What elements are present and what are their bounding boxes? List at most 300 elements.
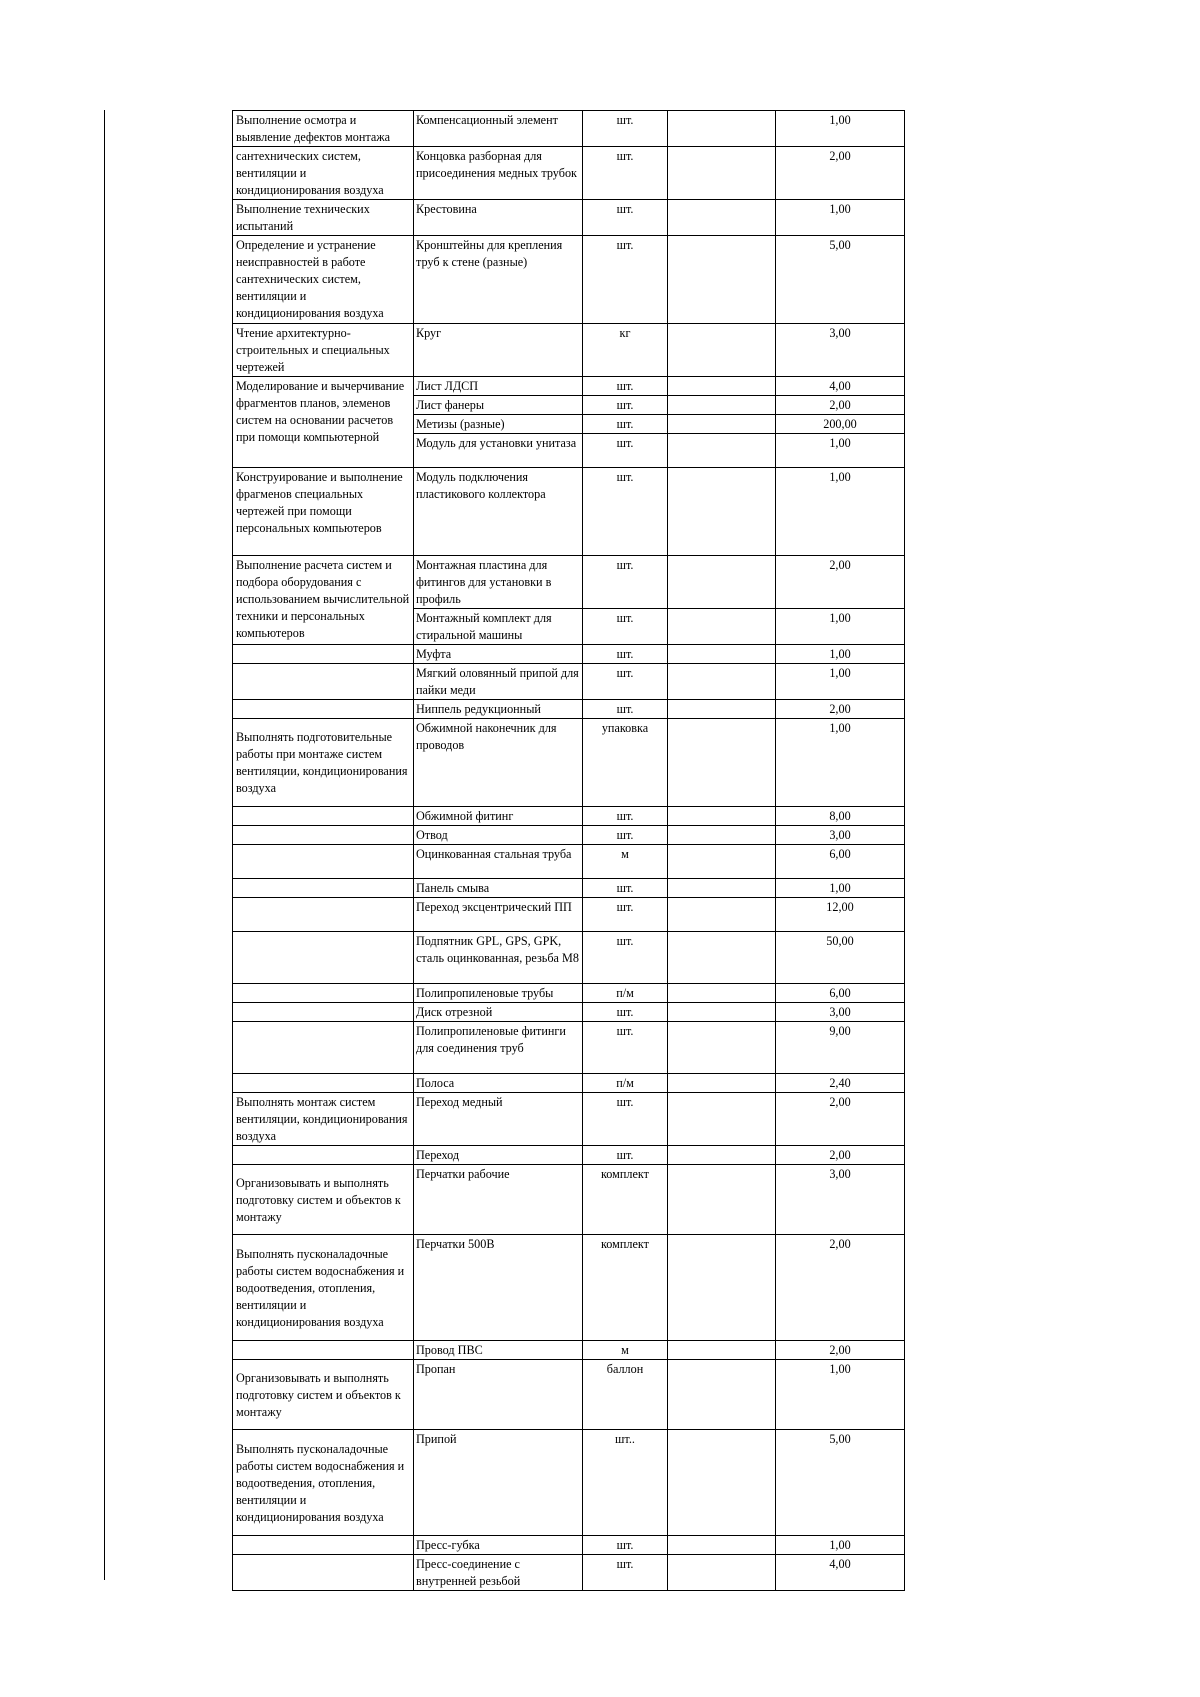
qty-cell [776,1093,905,1146]
empty-cell [668,468,776,556]
unit-cell [583,807,668,826]
unit-text: шт. [616,149,634,163]
empty-cell [668,700,776,719]
qty-cell [776,1003,905,1022]
unit-text: шт. [616,900,634,914]
task-cell [233,556,414,645]
qty-cell [776,1022,905,1074]
task-text: Выполнять монтаж систем вентиляции, кондиционирования воздуха [236,1095,408,1143]
name-text: Концовка разборная для присоединения медных трубок [416,149,577,180]
empty-cell [668,645,776,664]
table-row [233,200,905,236]
unit-cell [583,1430,668,1536]
name-cell [414,556,583,609]
name-text: Лист ЛДСП [416,379,479,393]
empty-cell [668,434,776,468]
unit-cell [583,1536,668,1555]
table-row [233,1430,905,1536]
task-text: Выполнять пусконаладочные работы систем водоснабжения и водоотведения, отопления, вентиляции и кондиционирования воздуха [236,1246,405,1329]
unit-text: шт. [616,238,634,252]
qty-cell [776,200,905,236]
name-cell [414,1430,583,1536]
qty-cell [776,645,905,664]
table-row [233,932,905,984]
name-text: Модуль для установки унитаза [416,436,577,450]
unit-cell [583,826,668,845]
qty-cell [776,111,905,147]
unit-text: шт. [616,647,634,661]
unit-text: шт. [616,666,634,680]
task-cell [233,664,414,700]
unit-text: шт. [616,1557,634,1571]
empty-cell [668,1341,776,1360]
task-text: Организовывать и выполнять подготовку систем и объектов к монтажу [236,1175,401,1224]
name-cell [414,1341,583,1360]
unit-cell [583,200,668,236]
qty-cell [776,1555,905,1591]
name-cell [414,645,583,664]
empty-cell [668,1165,776,1235]
name-text: Подпятник GPL, GPS, GPK, сталь оцинкованная, резьба М8 [416,934,579,965]
name-text: Оцинкованная стальная труба [416,847,572,861]
unit-cell [583,879,668,898]
task-text: Определение и устранение неисправностей в работе сантехнических систем, вентиляции и кондиционирования воздуха [236,238,384,320]
name-cell [414,1093,583,1146]
qty-text: 8,00 [829,809,851,823]
task-cell [233,807,414,826]
qty-cell [776,845,905,879]
task-text: Конструирование и выполнение фрагменов специальных чертежей при помощи персональных компьютеров [236,470,403,535]
unit-text: шт. [616,611,634,625]
table-row [233,1003,905,1022]
empty-cell [668,1022,776,1074]
name-text: Перчатки рабочие [416,1167,510,1181]
name-text: Ниппель редукционный [416,702,541,716]
unit-text: кг [619,326,631,340]
unit-cell [583,1093,668,1146]
name-cell [414,1555,583,1591]
empty-cell [668,719,776,807]
task-cell [233,826,414,845]
empty-cell [668,1555,776,1591]
unit-cell [583,434,668,468]
unit-text: шт. [616,113,634,127]
name-cell [414,434,583,468]
empty-cell [668,1146,776,1165]
empty-cell [668,396,776,415]
qty-text: 12,00 [826,900,854,914]
qty-cell [776,1235,905,1341]
task-cell [233,200,414,236]
name-text: Кронштейны для крепления труб к стене (разные) [416,238,563,269]
name-cell [414,236,583,324]
name-text: Крестовина [416,202,477,216]
unit-cell [583,1341,668,1360]
qty-cell [776,1536,905,1555]
name-cell [414,1235,583,1341]
name-text: Переход эксцентрический ПП [416,900,572,914]
unit-cell [583,845,668,879]
name-text: Пропан [416,1362,456,1376]
name-cell [414,932,583,984]
table-row [233,1165,905,1235]
table-row [233,147,905,200]
unit-text: м [621,1343,629,1357]
task-text: сантехнических систем, вентиляции и кондиционирования воздуха [236,149,384,197]
table-row [233,377,905,396]
task-cell [233,1003,414,1022]
name-cell [414,1022,583,1074]
unit-text: шт. [616,379,634,393]
name-text: Полипропиленовые трубы [416,986,554,1000]
qty-text: 2,00 [829,398,851,412]
unit-text: упаковка [601,721,649,735]
table-row [233,898,905,932]
unit-text: шт.. [615,1432,635,1446]
unit-text: шт. [616,436,634,450]
table-row [233,236,905,324]
empty-cell [668,845,776,879]
task-cell [233,1430,414,1536]
task-cell [233,1235,414,1341]
unit-text: шт. [616,202,634,216]
empty-cell [668,236,776,324]
qty-text: 6,00 [829,847,851,861]
qty-text: 2,00 [829,1237,851,1251]
empty-cell [668,1093,776,1146]
qty-text: 2,00 [829,1148,851,1162]
qty-cell [776,826,905,845]
qty-text: 2,40 [829,1076,851,1090]
qty-cell [776,1360,905,1430]
name-cell [414,879,583,898]
name-cell [414,1074,583,1093]
unit-text: шт. [616,1148,634,1162]
name-cell [414,845,583,879]
task-cell [233,700,414,719]
unit-text: шт. [616,881,634,895]
unit-cell [583,1003,668,1022]
qty-text: 3,00 [829,326,851,340]
empty-cell [668,377,776,396]
table-row [233,1093,905,1146]
task-text: Выполнение осмотра и выявление дефектов монтажа [236,113,391,144]
qty-cell [776,236,905,324]
qty-text: 200,00 [823,417,857,431]
qty-cell [776,377,905,396]
qty-cell [776,807,905,826]
empty-cell [668,1235,776,1341]
task-cell [233,1074,414,1093]
name-cell [414,1146,583,1165]
name-text: Метизы (разные) [416,417,505,431]
qty-text: 6,00 [829,986,851,1000]
name-text: Компенсационный элемент [416,113,558,127]
table-row [233,645,905,664]
name-text: Обжимной наконечник для проводов [416,721,557,752]
empty-cell [668,1536,776,1555]
empty-cell [668,147,776,200]
qty-text: 50,00 [826,934,854,948]
qty-text: 5,00 [829,238,851,252]
name-cell [414,719,583,807]
qty-cell [776,556,905,609]
name-cell [414,1165,583,1235]
task-cell [233,879,414,898]
empty-cell [668,879,776,898]
task-cell [233,468,414,556]
table-row [233,719,905,807]
empty-cell [668,324,776,377]
name-cell [414,147,583,200]
empty-cell [668,556,776,609]
unit-cell [583,1022,668,1074]
unit-text: комплект [601,1167,649,1181]
qty-cell [776,1341,905,1360]
table-row [233,700,905,719]
name-text: Мягкий оловянный припой для пайки меди [416,666,579,697]
unit-cell [583,377,668,396]
table-row [233,879,905,898]
unit-cell [583,468,668,556]
name-cell [414,609,583,645]
unit-cell [583,719,668,807]
empty-cell [668,609,776,645]
name-cell [414,826,583,845]
qty-cell [776,468,905,556]
qty-cell [776,932,905,984]
empty-cell [668,111,776,147]
task-cell [233,898,414,932]
unit-cell [583,1074,668,1093]
qty-text: 1,00 [829,647,851,661]
unit-text: шт. [616,828,634,842]
unit-text: комплект [601,1237,649,1251]
table-row [233,1341,905,1360]
name-text: Лист фанеры [416,398,485,412]
name-text: Модуль подключения пластикового коллектора [416,470,546,501]
table-body [233,111,905,1591]
name-text: Диск отрезной [416,1005,493,1019]
task-cell [233,1093,414,1146]
unit-cell [583,700,668,719]
unit-text: шт. [616,1538,634,1552]
unit-cell [583,1360,668,1430]
task-cell [233,1536,414,1555]
name-cell [414,396,583,415]
margin-line [104,110,105,1580]
qty-cell [776,879,905,898]
table-row [233,1146,905,1165]
unit-cell [583,556,668,609]
unit-text: шт. [616,398,634,412]
qty-text: 1,00 [829,1538,851,1552]
table-row [233,1555,905,1591]
unit-text: шт. [616,809,634,823]
task-text: Выполнять пусконаладочные работы систем водоснабжения и водоотведения, отопления, вентиляции и кондиционирования воздуха [236,1441,405,1524]
task-text: Выполнять подготовительные работы при монтаже систем вентиляции, кондиционирования воздуха [236,730,408,795]
task-cell [233,324,414,377]
name-cell [414,1003,583,1022]
qty-text: 1,00 [829,721,851,735]
task-cell [233,845,414,879]
qty-text: 2,00 [829,702,851,716]
unit-cell [583,147,668,200]
name-text: Муфта [416,647,452,661]
empty-cell [668,826,776,845]
name-text: Переход медный [416,1095,503,1109]
unit-cell [583,236,668,324]
table-row [233,111,905,147]
qty-text: 1,00 [829,202,851,216]
table-row [233,468,905,556]
qty-text: 1,00 [829,470,851,484]
qty-text: 3,00 [829,1005,851,1019]
qty-text: 1,00 [829,1362,851,1376]
unit-cell [583,1146,668,1165]
name-cell [414,200,583,236]
task-cell [233,1555,414,1591]
unit-cell [583,111,668,147]
unit-text: п/м [616,986,634,1000]
empty-cell [668,200,776,236]
unit-text: шт. [616,470,634,484]
task-cell [233,1360,414,1430]
qty-text: 3,00 [829,828,851,842]
name-cell [414,468,583,556]
unit-cell [583,1555,668,1591]
name-text: Монтажная пластина для фитингов для установки в профиль [416,558,552,606]
unit-text: шт. [616,1005,634,1019]
task-cell [233,984,414,1003]
name-cell [414,377,583,396]
unit-cell [583,396,668,415]
unit-text: шт. [616,558,634,572]
unit-text: шт. [616,1024,634,1038]
name-cell [414,1536,583,1555]
qty-text: 1,00 [829,881,851,895]
qty-text: 1,00 [829,113,851,127]
qty-text: 9,00 [829,1024,851,1038]
task-cell [233,377,414,468]
qty-cell [776,719,905,807]
task-cell [233,719,414,807]
qty-cell [776,396,905,415]
table-row [233,1360,905,1430]
name-cell [414,807,583,826]
unit-cell [583,1165,668,1235]
task-cell [233,236,414,324]
qty-text: 1,00 [829,666,851,680]
name-text: Панель смыва [416,881,490,895]
qty-text: 2,00 [829,558,851,572]
name-text: Круг [416,326,442,340]
qty-text: 3,00 [829,1167,851,1181]
name-text: Пресс-соединение с внутренней резьбой [416,1557,521,1588]
table-row [233,1022,905,1074]
table-row [233,1074,905,1093]
empty-cell [668,1074,776,1093]
qty-text: 2,00 [829,1095,851,1109]
empty-cell [668,415,776,434]
empty-cell [668,984,776,1003]
table-row [233,664,905,700]
table-row [233,324,905,377]
qty-text: 1,00 [829,436,851,450]
table-row [233,984,905,1003]
name-text: Пресс-губка [416,1538,480,1552]
qty-cell [776,1074,905,1093]
task-cell [233,1146,414,1165]
name-cell [414,984,583,1003]
unit-cell [583,898,668,932]
name-text: Припой [416,1432,457,1446]
unit-cell [583,664,668,700]
table-row [233,1536,905,1555]
task-text: Выполнение расчета систем и подбора оборудования с использованием вычислительной техники и персональных компьютеров [236,558,410,640]
unit-cell [583,324,668,377]
task-text: Организовывать и выполнять подготовку систем и объектов к монтажу [236,1370,401,1419]
unit-cell [583,1235,668,1341]
qty-text: 2,00 [829,149,851,163]
name-cell [414,415,583,434]
task-cell [233,147,414,200]
name-cell [414,1360,583,1430]
qty-cell [776,434,905,468]
name-cell [414,111,583,147]
unit-text: шт. [616,417,634,431]
name-text: Полоса [416,1076,455,1090]
empty-cell [668,1430,776,1536]
qty-text: 4,00 [829,379,851,393]
qty-cell [776,1146,905,1165]
name-cell [414,700,583,719]
unit-text: шт. [616,1095,634,1109]
qty-cell [776,664,905,700]
task-text: Моделирование и вычерчивание фрагментов планов, элеменов систем на основании расчетов при помощи компьютерной [236,379,405,444]
empty-cell [668,932,776,984]
name-text: Провод ПВС [416,1343,483,1357]
name-cell [414,898,583,932]
task-cell [233,1341,414,1360]
unit-cell [583,645,668,664]
unit-cell [583,415,668,434]
name-cell [414,324,583,377]
table-row [233,807,905,826]
unit-text: п/м [616,1076,634,1090]
qty-cell [776,898,905,932]
qty-text: 4,00 [829,1557,851,1571]
empty-cell [668,1003,776,1022]
qty-cell [776,700,905,719]
task-cell [233,932,414,984]
qty-cell [776,147,905,200]
qty-cell [776,324,905,377]
unit-text: шт. [616,702,634,716]
name-cell [414,664,583,700]
qty-text: 1,00 [829,611,851,625]
name-text: Отвод [416,828,448,842]
qty-cell [776,609,905,645]
task-text: Чтение архитектурно-строительных и специальных чертежей [236,326,390,374]
empty-cell [668,898,776,932]
task-text: Выполнение технических испытаний [236,202,370,233]
name-text: Переход [416,1148,460,1162]
unit-cell [583,609,668,645]
empty-cell [668,807,776,826]
unit-text: м [621,847,629,861]
table-row [233,845,905,879]
